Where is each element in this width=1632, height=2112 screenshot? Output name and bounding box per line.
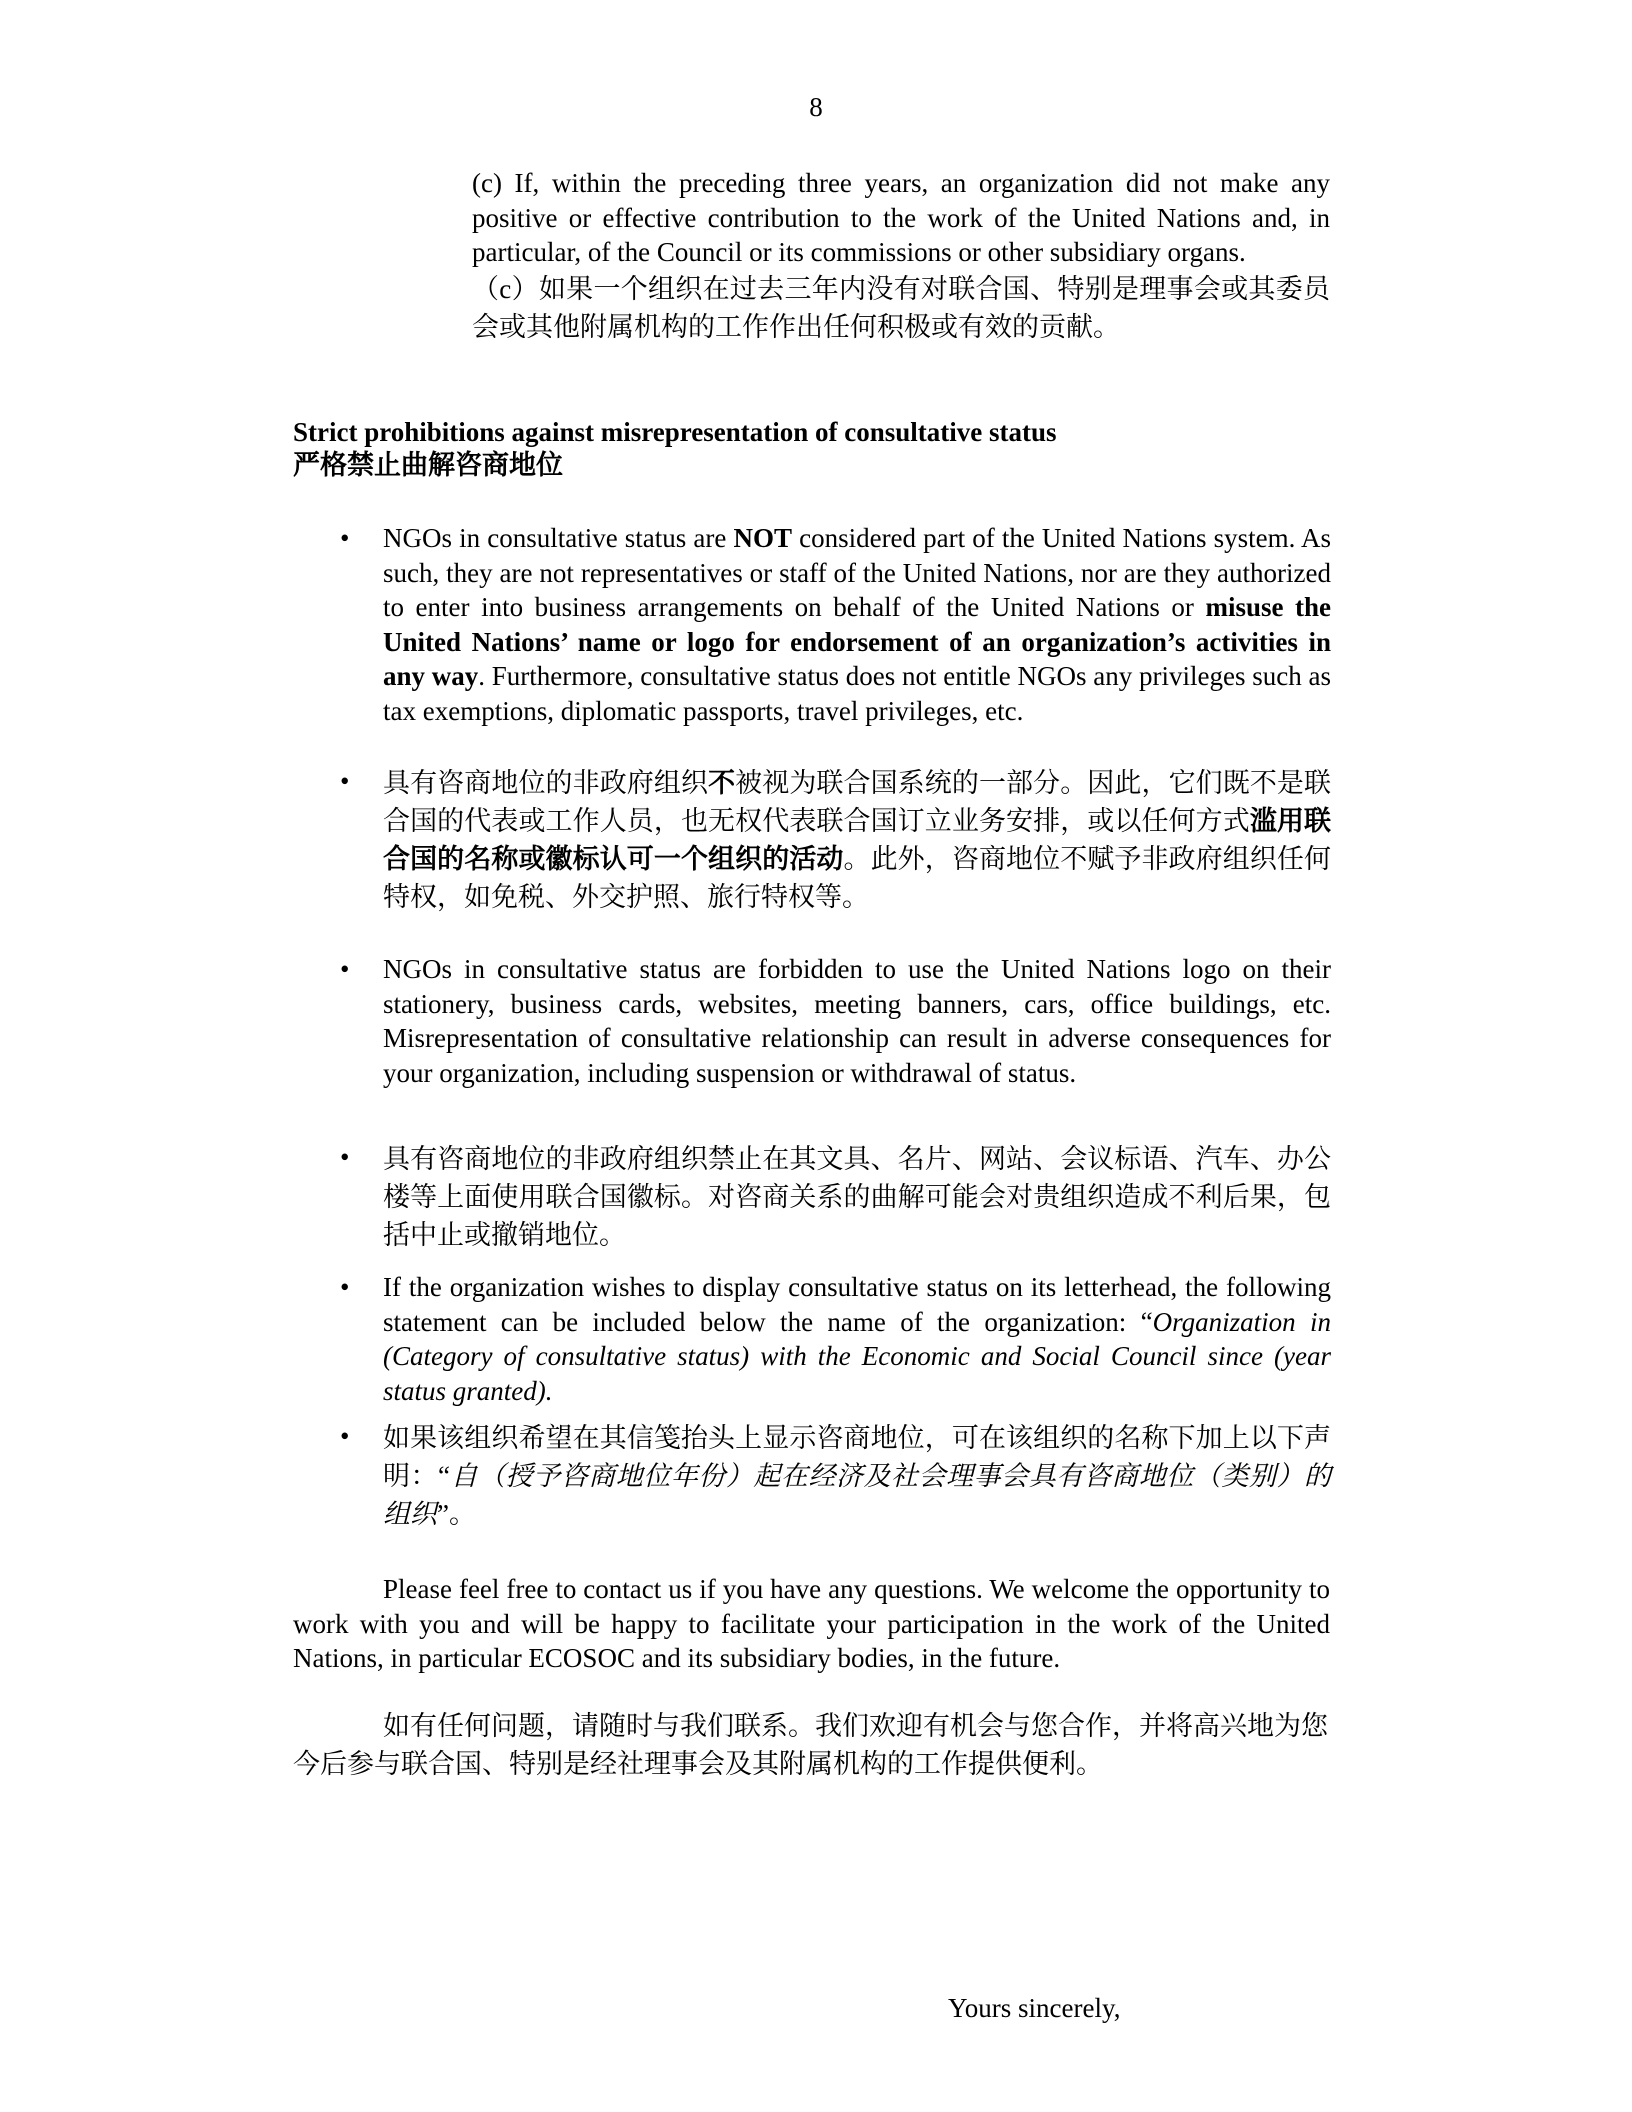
bullet-3-cn-text-end: ”。 (437, 1499, 476, 1529)
bullet-1-chinese (383, 764, 1331, 916)
bullet-2-english: NGOs in consultative status are forbidden to use the United Nations logo on their stationery, business cards, websites, meeting banners, cars, office buildings, etc. Misrepresentation of consultative relationship can result in adverse consequences for your organization, including suspension or withdrawal of status. (383, 954, 1331, 1088)
bullet-1-english (383, 521, 1331, 728)
section-heading-english: Strict prohibitions against misrepresentation of consultative status (293, 417, 1057, 447)
bullet-1-cn-bold-misuse: 滥用联合国的名称或徽标认可一个组织的活动 (383, 806, 1332, 874)
item-c-english: (c) If, within the preceding three years, an organization did not make any positive or effective contribution to the work of the United Nations and, in particular, of the Council or its commissions or other subsidiary organs. (472, 168, 1330, 267)
closing-paragraph-chinese: 如有任何问题，请随时与我们联系。我们欢迎有机会与您合作，并将高兴地为您今后参与联合国、特别是经社理事会及其附属机构的工作提供便利。 (293, 1711, 1328, 1779)
bullet-1-en-text-2: considered part of the United Nations system. As such, they are not representatives or staff of the United Nations, nor are they authorized to enter into business arrangements on behalf of the United Nations or (383, 523, 1331, 622)
bullet-1-en-text-1: NGOs in consultative status are (383, 523, 734, 553)
bullet-3-cn-italic-statement: 自（授予咨商地位年份）起在经济及社会理事会具有咨商地位（类别）的组织 (383, 1461, 1332, 1529)
bullet-1-en-text-3: . Furthermore, consultative status does not entitle NGOs any privileges such as tax exemptions, diplomatic passports, travel privileges, etc. (383, 661, 1331, 726)
bullet-1-en-bold-not: NOT (733, 523, 792, 553)
bullet-marker: • (340, 766, 350, 796)
bullet-3-english (383, 1270, 1331, 1408)
bullet-1-cn-bold-not: 不 (708, 768, 736, 798)
bullet-1-cn-text-2: 被视为联合国系统的一部分。因此，它们既不是联合国的代表或工作人员，也无权代表联合国订立业务安排，或以任何方式 (383, 768, 1332, 836)
closing-paragraph-english: Please feel free to contact us if you have any questions. We welcome the opportunity to work with you and will be happy to facilitate your participation in the work of the United Nations, in particular ECOSOC and its subsidiary bodies, in the future. (293, 1574, 1330, 1673)
bullet-marker: • (340, 1142, 350, 1172)
page-number: 8 (809, 92, 823, 122)
section-heading (293, 416, 1293, 482)
bullet-2-chinese: 具有咨商地位的非政府组织禁止在其文具、名片、网站、会议标语、汽车、办公楼等上面使用联合国徽标。对咨商关系的曲解可能会对贵组织造成不利后果，包括中止或撤销地位。 (383, 1144, 1331, 1250)
bullet-marker: • (340, 1272, 350, 1302)
bullet-marker: • (340, 523, 350, 553)
bullet-1-en-bold-misuse: misuse the United Nations’ name or logo for endorsement of an organization’s activities in any way (383, 592, 1332, 691)
bullet-1-cn-text-1: 具有咨商地位的非政府组织 (383, 768, 709, 798)
item-c (472, 166, 1330, 346)
bullet-3-cn-text: 如果该组织希望在其信笺抬头上显示咨商地位，可在该组织的名称下加上以下声明：“ (383, 1423, 1331, 1491)
bullet-marker: • (340, 954, 350, 984)
bullet-3-en-italic-statement: Organization in (Category of consultative status) with the Economic and Social Council since (year status granted). (383, 1306, 1331, 1406)
bullet-3-chinese (383, 1419, 1331, 1533)
bullet-1-cn-text-3: 。此外，咨商地位不赋予非政府组织任何特权，如免税、外交护照、旅行特权等。 (383, 844, 1331, 912)
signoff: Yours sincerely, (948, 1993, 1121, 2023)
bullet-3-en-text: If the organization wishes to display consultative status on its letterhead, the following statement can be included below the name of the organization: “ (383, 1272, 1331, 1337)
section-heading-chinese: 严格禁止曲解咨商地位 (293, 450, 563, 480)
bullet-marker: • (340, 1421, 350, 1451)
item-c-chinese: （c）如果一个组织在过去三年内没有对联合国、特别是理事会或其委员会或其他附属机构的工作作出任何积极或有效的贡献。 (472, 273, 1330, 342)
